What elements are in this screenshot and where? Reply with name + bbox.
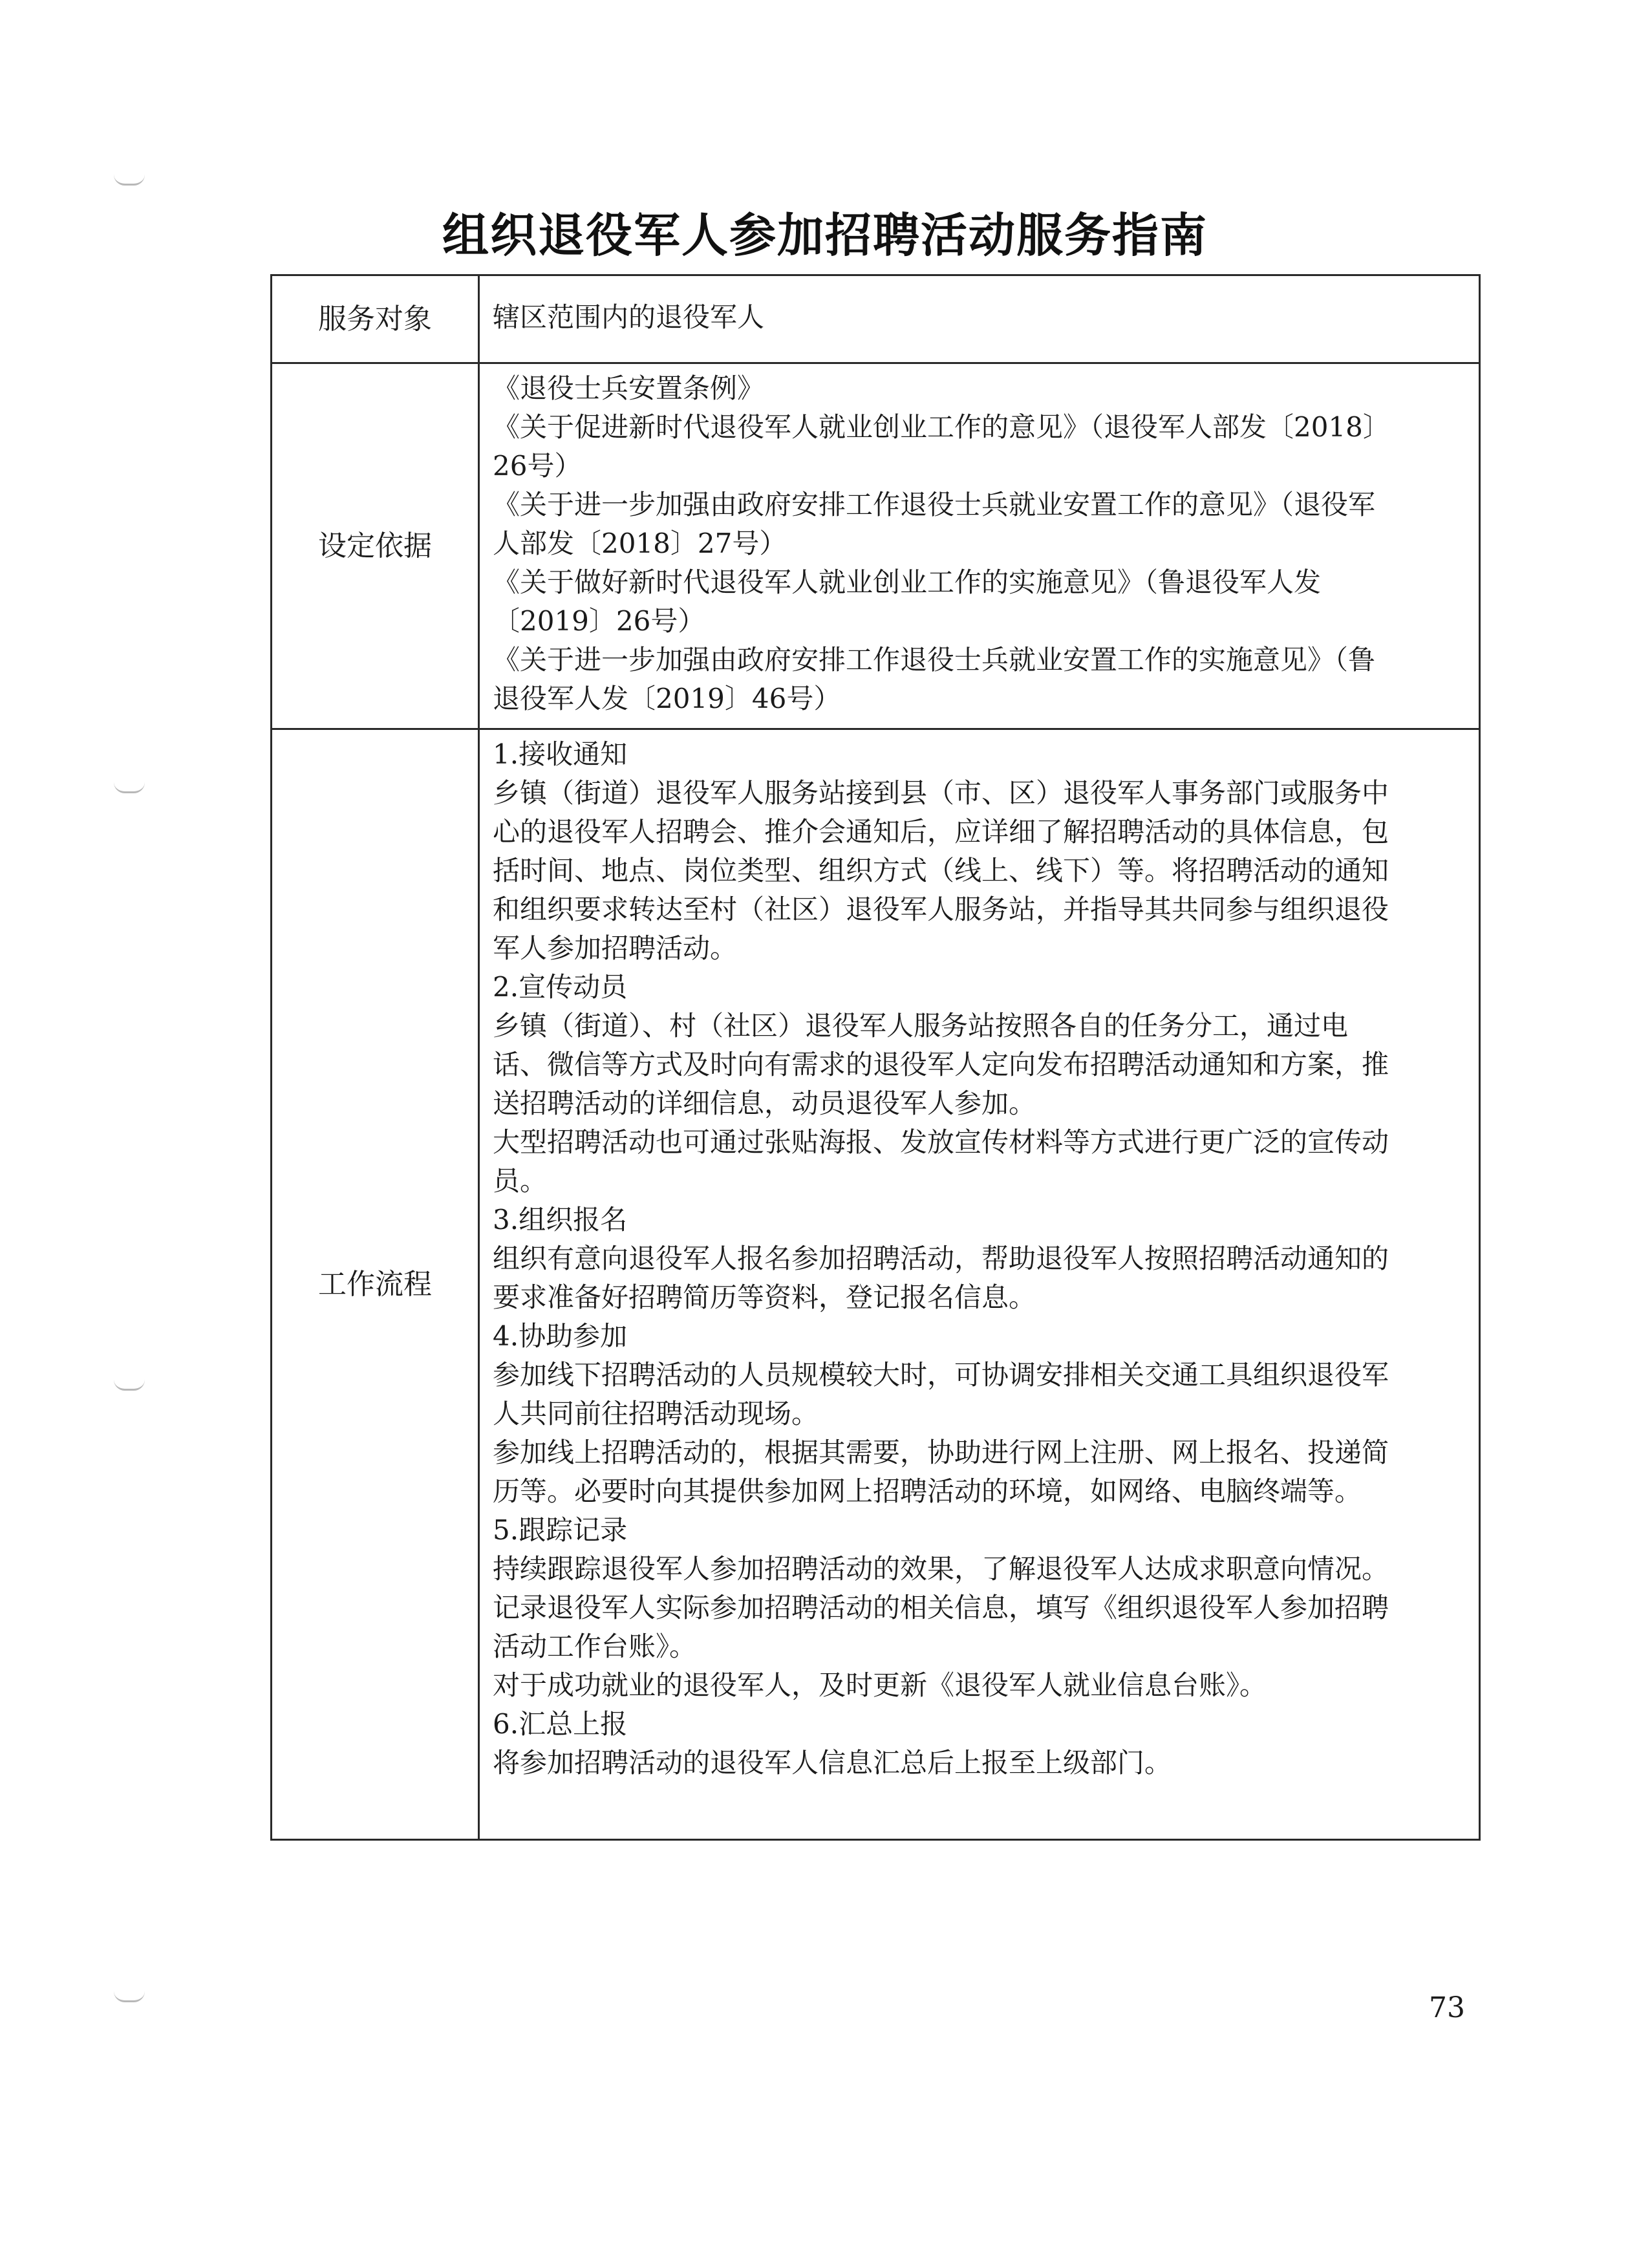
scan-hole-mark (114, 175, 145, 186)
basis-line: 〔2019〕26号） (493, 605, 705, 637)
process-line: 心的退役军人招聘会、推介会通知后，应详细了解招聘活动的具体信息，包 (493, 816, 1389, 848)
process-line: 将参加招聘活动的退役军人信息汇总后上报至上级部门。 (493, 1747, 1172, 1779)
scan-hole-mark (114, 782, 145, 793)
process-line: 组织有意向退役军人报名参加招聘活动，帮助退役军人按照招聘活动通知的 (493, 1243, 1389, 1274)
basis-line: 《关于促进新时代退役军人就业创业工作的意见》（退役军人部发〔2018〕 (493, 411, 1390, 443)
process-line: 活动工作台账》。 (493, 1631, 697, 1662)
process-content (479, 729, 1480, 1840)
basis-line: 人部发〔2018〕27号） (493, 528, 787, 559)
process-line: 记录退役军人实际参加招聘活动的相关信息，填写《组织退役军人参加招聘 (493, 1592, 1389, 1623)
process-step-heading: 6.汇总上报 (493, 1708, 628, 1740)
process-line: 括时间、地点、岗位类型、组织方式（线上、线下）等。将招聘活动的通知 (493, 855, 1389, 886)
service-guide-table (270, 274, 1481, 1841)
table-row-service-target (272, 275, 1480, 363)
scan-hole-mark (114, 1991, 145, 2002)
page-number: 73 (1429, 1991, 1465, 2024)
service-target-content: 辖区范围内的退役军人 (479, 275, 1480, 363)
service-target-label: 服务对象 (272, 275, 479, 363)
basis-line: 26号） (493, 450, 582, 482)
process-line: 人共同前往招聘活动现场。 (493, 1398, 819, 1429)
process-step-heading: 2.宣传动员 (493, 971, 628, 1003)
basis-line: 《关于做好新时代退役军人就业创业工作的实施意见》（鲁退役军人发 (493, 566, 1322, 598)
table-row-process (272, 729, 1480, 1840)
document-title: 组织退役军人参加招聘活动服务指南 (442, 208, 1208, 262)
process-line: 乡镇（街道）退役军人服务站接到县（市、区）退役军人事务部门或服务中 (493, 777, 1389, 809)
process-line: 历等。必要时向其提供参加网上招聘活动的环境，如网络、电脑终端等。 (493, 1475, 1362, 1507)
basis-label: 设定依据 (272, 363, 479, 729)
basis-line: 《退役士兵安置条例》 (493, 372, 765, 404)
process-line: 参加线上招聘活动的，根据其需要，协助进行网上注册、网上报名、投递简 (493, 1437, 1389, 1468)
scan-hole-mark (114, 1380, 145, 1391)
process-step-heading: 4.协助参加 (493, 1320, 628, 1352)
process-line: 对于成功就业的退役军人，及时更新《退役军人就业信息台账》。 (493, 1669, 1267, 1701)
process-step-heading: 1.接收通知 (493, 738, 628, 770)
basis-line: 《关于进一步加强由政府安排工作退役士兵就业安置工作的实施意见》（鲁 (493, 644, 1376, 676)
process-line: 送招聘活动的详细信息，动员退役军人参加。 (493, 1087, 1036, 1119)
process-label: 工作流程 (272, 729, 479, 1840)
process-line: 乡镇（街道）、村（社区）退役军人服务站按照各自的任务分工，通过电 (493, 1010, 1349, 1042)
process-line: 大型招聘活动也可通过张贴海报、发放宣传材料等方式进行更广泛的宣传动 (493, 1126, 1389, 1158)
process-line: 军人参加招聘活动。 (493, 932, 738, 964)
table-row-basis (272, 363, 1480, 729)
process-step-heading: 3.组织报名 (493, 1204, 628, 1236)
process-line: 和组织要求转达至村（社区）退役军人服务站，并指导其共同参与组织退役 (493, 893, 1389, 925)
process-step-heading: 5.跟踪记录 (493, 1514, 628, 1546)
process-line: 参加线下招聘活动的人员规模较大时，可协调安排相关交通工具组织退役军 (493, 1359, 1389, 1391)
process-line: 持续跟踪退役军人参加招聘活动的效果，了解退役军人达成求职意向情况。 (493, 1553, 1389, 1585)
process-line: 员。 (493, 1165, 548, 1197)
basis-line: 退役军人发〔2019〕46号） (493, 683, 841, 714)
process-line: 话、微信等方式及时向有需求的退役军人定向发布招聘活动通知和方案，推 (493, 1049, 1389, 1080)
basis-content (479, 363, 1480, 729)
basis-line: 《关于进一步加强由政府安排工作退役士兵就业安置工作的意见》（退役军 (493, 489, 1376, 520)
process-line: 要求准备好招聘简历等资料，登记报名信息。 (493, 1281, 1036, 1313)
